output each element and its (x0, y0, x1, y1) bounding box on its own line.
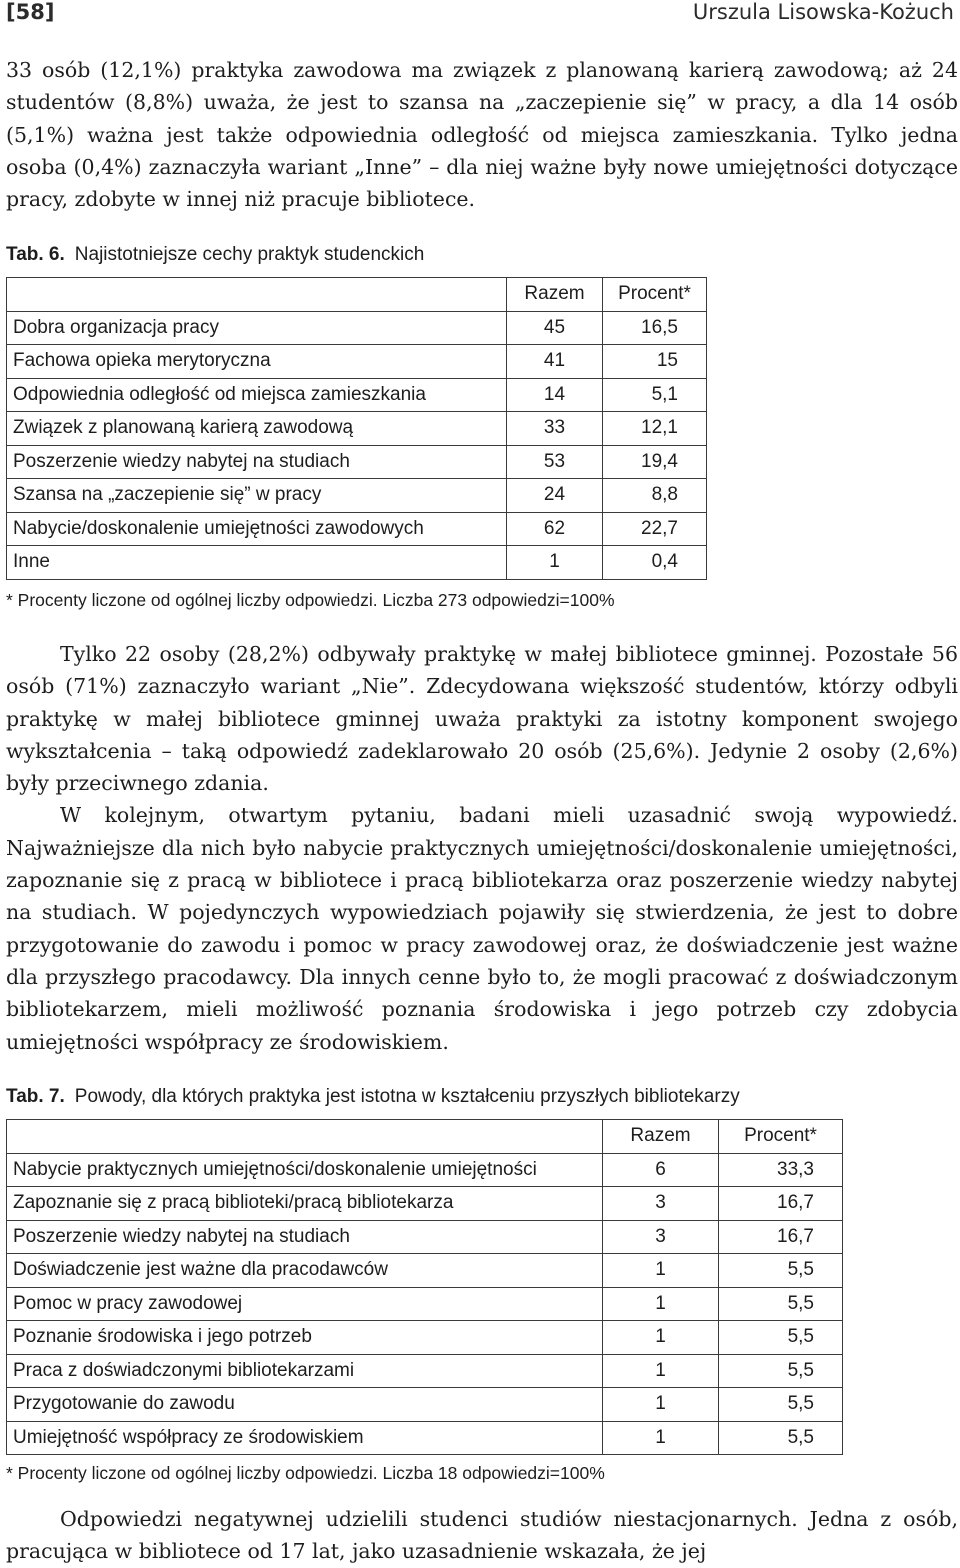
table-row (7, 445, 707, 479)
paragraph-3 (6, 1503, 958, 1568)
percent-cell: 16,7 (719, 1187, 843, 1221)
row-label-cell: Poszerzenie wiedzy nabytej na studiach (7, 1220, 603, 1254)
count-cell: 53 (507, 445, 603, 479)
table-row (7, 1321, 843, 1355)
count-cell: 14 (507, 378, 603, 412)
table-7-caption (6, 1086, 740, 1108)
paragraph-3-text: Odpowiedzi negatywnej udzielili studenci studiów niestacjonarnych. Jedna z osób, pracująca w bibliotece od 17 lat, jako uzasadnienie wskazała, że jej (6, 1507, 958, 1564)
row-label-cell: Związek z planowaną karierą zawodową (7, 412, 507, 446)
percent-cell: 5,1 (603, 378, 707, 412)
row-label-cell: Szansa na „zaczepienie się” w pracy (7, 479, 507, 513)
percent-cell: 19,4 (603, 445, 707, 479)
count-cell: 24 (507, 479, 603, 513)
count-cell: 1 (603, 1388, 719, 1422)
row-label-cell: Zapoznanie się z pracą biblioteki/pracą bibliotekarza (7, 1187, 603, 1221)
header-cell-razem: Razem (603, 1120, 719, 1154)
table-6-caption (6, 244, 424, 266)
row-label-cell: Doświadczenie jest ważne dla pracodawców (7, 1254, 603, 1288)
count-cell: 1 (507, 546, 603, 580)
paragraph-2b-text: W kolejnym, otwartym pytaniu, badani mieli uzasadnić swoją wypowiedź. Najważniejsze dla nich było nabycie praktycznych umiejętności/doskonalenie umiejętności, zapoznanie się z pracą w bibliotece i pracą bibliotekarza oraz poszerzenie wiedzy nabytej na studiach. W pojedynczych wypowiedziach pojawiły się stwierdzenia, że jest to dobre przygotowanie do zawodu i pomoc w pracy zawodowej oraz, że doświadczenie jest ważne dla przyszłego pracodawcy. Dla innych cenne było to, że mogli pracować z doświadczonym bibliotekarzem, mieli możliwość poznania środowiska i jego potrzeb czy zdobycia umiejętności współpracy ze środowiskiem. (6, 803, 958, 1054)
count-cell: 33 (507, 412, 603, 446)
percent-cell: 33,3 (719, 1153, 843, 1187)
table-row (7, 311, 707, 345)
table-row (7, 546, 707, 580)
count-cell: 1 (603, 1354, 719, 1388)
paragraph-1 (6, 54, 958, 215)
table-6-title: Najistotniejsze cechy praktyk studenckich (74, 244, 425, 265)
percent-cell: 5,5 (719, 1321, 843, 1355)
table-row (7, 512, 707, 546)
table-row (7, 1354, 843, 1388)
table-7-body (7, 1120, 843, 1455)
count-cell: 41 (507, 345, 603, 379)
table-row (7, 1220, 843, 1254)
percent-cell: 5,5 (719, 1388, 843, 1422)
count-cell: 3 (603, 1187, 719, 1221)
table-header-row (7, 278, 707, 312)
table-row (7, 412, 707, 446)
table-row (7, 1254, 843, 1288)
table-7-label: Tab. 7. (6, 1086, 65, 1107)
row-label-cell: Dobra organizacja pracy (7, 311, 507, 345)
percent-cell: 16,7 (719, 1220, 843, 1254)
table-row (7, 479, 707, 513)
table-header-row (7, 1120, 843, 1154)
table-row (7, 378, 707, 412)
paragraph-1-text: 33 osób (12,1%) praktyka zawodowa ma związek z planowaną karierą zawodową; aż 24 studentów (8,8%) uważa, że jest to szansa na „zaczepienie się” w pracy, a dla 14 osób (5,1%) ważna jest także odpowiednia odległość od miejsca zamieszkania. Tylko jedna osoba (0,4%) zaznaczyła wariant „Inne” – dla niej ważne były nowe umiejętności dotyczące pracy, zdobyte w innej niż pracuje bibliotece. (6, 58, 958, 212)
row-label-cell: Przygotowanie do zawodu (7, 1388, 603, 1422)
table-row (7, 345, 707, 379)
table-row (7, 1287, 843, 1321)
table-6-body (7, 278, 707, 580)
percent-cell: 22,7 (603, 512, 707, 546)
row-label-cell: Praca z doświadczonymi bibliotekarzami (7, 1354, 603, 1388)
count-cell: 1 (603, 1254, 719, 1288)
running-header (6, 0, 954, 28)
table-7-footnote: * Procenty liczone od ogólnej liczby odpowiedzi. Liczba 18 odpowiedzi=100% (6, 1463, 605, 1483)
header-cell-procent: Procent* (603, 278, 707, 312)
table-7-title: Powody, dla których praktyka jest istotna w kształceniu przyszłych bibliotekarzy (74, 1086, 740, 1107)
table-6-footnote: * Procenty liczone od ogólnej liczby odpowiedzi. Liczba 273 odpowiedzi=100% (6, 590, 615, 610)
paragraph-2a-text: Tylko 22 osoby (28,2%) odbywały praktykę w małej bibliotece gminnej. Pozostałe 56 osób (71%) zaznaczyło wariant „Nie”. Zdecydowana większość studentów, którzy odbyli praktykę w małej bibliotece gminnej uważa praktyki za istotny komponent swojego wykształcenia – taką odpowiedź zadeklarowało 20 osób (25,6%). Jedynie 2 osoby (2,6%) były przeciwnego zdania. (6, 642, 958, 796)
count-cell: 6 (603, 1153, 719, 1187)
table-6-label: Tab. 6. (6, 244, 65, 265)
percent-cell: 12,1 (603, 412, 707, 446)
header-cell-empty (7, 278, 507, 312)
count-cell: 1 (603, 1287, 719, 1321)
row-label-cell: Inne (7, 546, 507, 580)
table-6 (6, 277, 707, 580)
page-number: [58] (6, 0, 55, 24)
header-cell-procent: Procent* (719, 1120, 843, 1154)
row-label-cell: Nabycie praktycznych umiejętności/doskonalenie umiejętności (7, 1153, 603, 1187)
percent-cell: 16,5 (603, 311, 707, 345)
percent-cell: 5,5 (719, 1354, 843, 1388)
count-cell: 3 (603, 1220, 719, 1254)
count-cell: 1 (603, 1421, 719, 1455)
row-label-cell: Fachowa opieka merytoryczna (7, 345, 507, 379)
paragraph-2 (6, 638, 958, 1058)
table-row (7, 1421, 843, 1455)
row-label-cell: Umiejętność współpracy ze środowiskiem (7, 1421, 603, 1455)
row-label-cell: Odpowiednia odległość od miejsca zamieszkania (7, 378, 507, 412)
count-cell: 1 (603, 1321, 719, 1355)
percent-cell: 5,5 (719, 1254, 843, 1288)
percent-cell: 5,5 (719, 1421, 843, 1455)
count-cell: 62 (507, 512, 603, 546)
percent-cell: 8,8 (603, 479, 707, 513)
table-row (7, 1187, 843, 1221)
count-cell: 45 (507, 311, 603, 345)
row-label-cell: Nabycie/doskonalenie umiejętności zawodowych (7, 512, 507, 546)
percent-cell: 0,4 (603, 546, 707, 580)
header-cell-razem: Razem (507, 278, 603, 312)
table-row (7, 1388, 843, 1422)
percent-cell: 15 (603, 345, 707, 379)
table-7 (6, 1119, 843, 1455)
header-cell-empty (7, 1120, 603, 1154)
author-name: Urszula Lisowska-Kożuch (692, 0, 954, 24)
row-label-cell: Pomoc w pracy zawodowej (7, 1287, 603, 1321)
percent-cell: 5,5 (719, 1287, 843, 1321)
row-label-cell: Poznanie środowiska i jego potrzeb (7, 1321, 603, 1355)
row-label-cell: Poszerzenie wiedzy nabytej na studiach (7, 445, 507, 479)
table-row (7, 1153, 843, 1187)
